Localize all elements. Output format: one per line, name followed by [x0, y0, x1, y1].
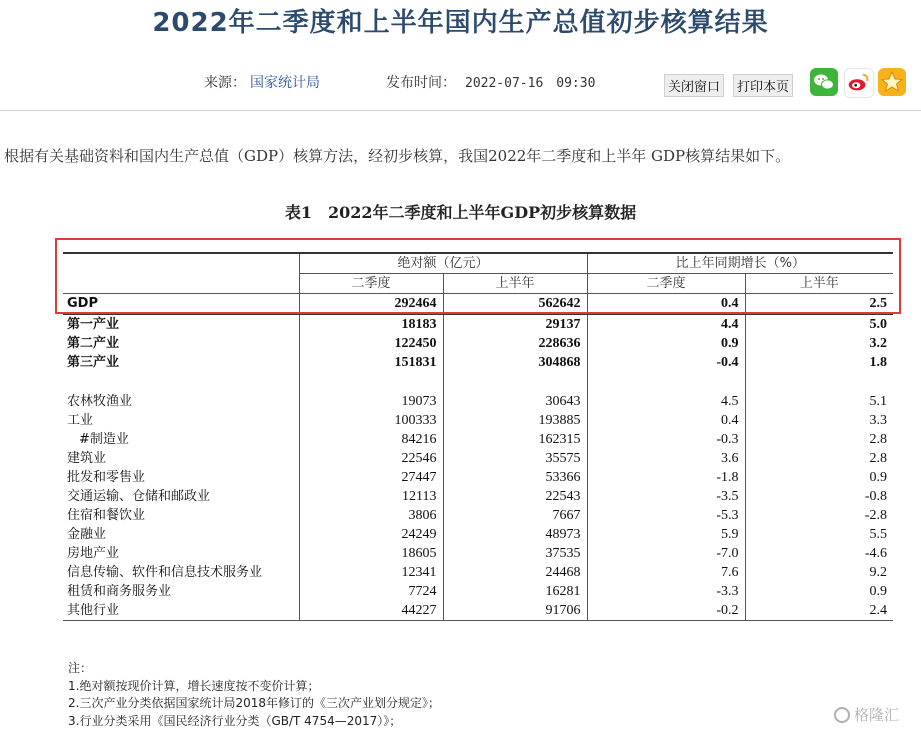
row-label: 第三产业 — [67, 355, 120, 370]
cell-q2: 27447 — [299, 468, 443, 487]
row-label: GDP — [63, 294, 299, 315]
qzone-icon[interactable] — [878, 68, 906, 96]
note-item: 2.三次产业分类依据国家统计局2018年修订的《三次产业划分规定》； — [68, 696, 440, 710]
cell-h1: 193885 — [443, 411, 587, 430]
cell-h1-growth: -2.8 — [745, 506, 893, 525]
table-row — [63, 314, 893, 334]
cell-h1: 228636 — [443, 334, 587, 353]
cell-h1: 16281 — [443, 582, 587, 601]
close-window-button[interactable]: 关闭窗口 — [664, 74, 724, 97]
table-row — [63, 563, 893, 582]
cell-q2-growth: 0.9 — [587, 334, 745, 353]
cell-h1-growth: 0.9 — [745, 468, 893, 487]
page-title: 2022年二季度和上半年国内生产总值初步核算结果 — [152, 8, 769, 38]
source-label: 来源： — [204, 75, 246, 91]
table-row — [63, 487, 893, 506]
table-row — [63, 506, 893, 525]
header-h1: 上半年 — [443, 274, 587, 294]
cell-h1: 562642 — [443, 294, 587, 315]
watermark — [834, 704, 899, 725]
table-row — [63, 411, 893, 430]
cell-h1: 53366 — [443, 468, 587, 487]
cell-h1-growth: 2.8 — [745, 430, 893, 449]
cell-q2-growth: -1.8 — [587, 468, 745, 487]
cell-h1-growth: 2.5 — [745, 294, 893, 315]
cell-h1-growth: 3.3 — [745, 411, 893, 430]
cell-q2: 22546 — [299, 449, 443, 468]
cell-h1: 29137 — [443, 314, 587, 334]
cell-q2-growth: 0.4 — [587, 294, 745, 315]
cell-h1-growth: 5.5 — [745, 525, 893, 544]
note-item: 1.绝对额按现价计算，增长速度按不变价计算； — [68, 678, 320, 693]
cell-q2: 122450 — [299, 334, 443, 353]
table-row — [63, 392, 893, 411]
cell-h1-growth: 0.9 — [745, 582, 893, 601]
row-label: 信息传输、软件和信息技术服务业 — [67, 565, 263, 580]
note-item: 3.行业分类采用《国民经济行业分类（GB/T 4754—2017）》； — [68, 713, 402, 728]
cell-h1-growth: 9.2 — [745, 563, 893, 582]
row-label: 房地产业 — [67, 546, 120, 561]
cell-h1-growth: 1.8 — [745, 353, 893, 372]
row-label: 租赁和商务服务业 — [67, 584, 172, 599]
row-label: 住宿和餐饮业 — [67, 508, 146, 523]
cell-h1-growth: 3.2 — [745, 334, 893, 353]
header-q2-growth: 二季度 — [587, 274, 745, 294]
cell-h1: 48973 — [443, 525, 587, 544]
row-label: 第二产业 — [67, 336, 120, 351]
cell-h1-growth: 2.4 — [745, 601, 893, 621]
header-q2: 二季度 — [299, 274, 443, 294]
row-label: 金融业 — [67, 527, 107, 542]
table-row — [63, 334, 893, 353]
cell-q2: 151831 — [299, 353, 443, 372]
table-caption: 表1 2022年二季度和上半年GDP初步核算数据 — [284, 203, 637, 222]
row-label: 其他行业 — [63, 601, 299, 621]
cell-q2: 19073 — [299, 392, 443, 411]
wechat-icon[interactable] — [810, 68, 838, 96]
table-row — [63, 353, 893, 372]
cell-q2: 7724 — [299, 582, 443, 601]
row-label: 工业 — [67, 413, 94, 428]
cell-q2: 12113 — [299, 487, 443, 506]
cell-h1: 30643 — [443, 392, 587, 411]
cell-q2: 3806 — [299, 506, 443, 525]
table-row — [63, 468, 893, 487]
cell-h1-growth: 5.0 — [745, 314, 893, 334]
cell-q2-growth: -0.3 — [587, 430, 745, 449]
row-label: #制造业 — [79, 432, 129, 447]
publish-time-label: 发布时间： — [386, 75, 456, 91]
cell-q2-growth: -5.3 — [587, 506, 745, 525]
table-notes — [68, 660, 440, 730]
cell-q2-growth: 4.5 — [587, 392, 745, 411]
cell-q2-growth: -3.3 — [587, 582, 745, 601]
cell-q2-growth: 5.9 — [587, 525, 745, 544]
notes-heading: 注： — [68, 661, 93, 675]
cell-h1-growth: 5.1 — [745, 392, 893, 411]
cell-q2: 24249 — [299, 525, 443, 544]
table-row — [63, 582, 893, 601]
cell-h1: 24468 — [443, 563, 587, 582]
weibo-icon[interactable] — [844, 68, 874, 98]
table-row — [63, 449, 893, 468]
cell-q2: 44227 — [299, 601, 443, 621]
cell-q2-growth: -0.2 — [587, 601, 745, 621]
cell-q2: 18183 — [299, 314, 443, 334]
cell-h1-growth: 2.8 — [745, 449, 893, 468]
cell-h1-growth: -0.8 — [745, 487, 893, 506]
table-row — [63, 525, 893, 544]
cell-h1: 22543 — [443, 487, 587, 506]
header-divider — [0, 110, 921, 111]
intro-paragraph: 根据有关基础资料和国内生产总值（GDP）核算方法，经初步核算，我国2022年二季度和上半年 GDP核算结果如下。 — [4, 147, 791, 165]
row-label: 批发和零售业 — [67, 470, 146, 485]
print-page-button[interactable]: 打印本页 — [733, 74, 793, 97]
cell-h1: 37535 — [443, 544, 587, 563]
watermark-text: 格隆汇 — [853, 706, 899, 724]
cell-q2-growth: 3.6 — [587, 449, 745, 468]
cell-q2-growth: 0.4 — [587, 411, 745, 430]
table-row — [63, 544, 893, 563]
source-link[interactable]: 国家统计局 — [250, 75, 320, 91]
cell-h1-growth: -4.6 — [745, 544, 893, 563]
cell-q2: 18605 — [299, 544, 443, 563]
cell-q2: 100333 — [299, 411, 443, 430]
article-meta — [0, 72, 921, 96]
table-row — [63, 430, 893, 449]
watermark-logo-icon — [834, 707, 850, 723]
cell-h1: 35575 — [443, 449, 587, 468]
cell-h1: 162315 — [443, 430, 587, 449]
cell-q2-growth: -0.4 — [587, 353, 745, 372]
cell-q2-growth: -3.5 — [587, 487, 745, 506]
cell-q2: 12341 — [299, 563, 443, 582]
row-label: 第一产业 — [67, 317, 120, 332]
cell-q2-growth: 4.4 — [587, 314, 745, 334]
cell-q2: 84216 — [299, 430, 443, 449]
cell-h1: 91706 — [443, 601, 587, 621]
header-growth-rate: 比上年同期增长（%） — [587, 253, 893, 274]
row-label: 建筑业 — [67, 451, 107, 466]
cell-q2-growth: 7.6 — [587, 563, 745, 582]
row-label: 交通运输、仓储和邮政业 — [67, 489, 211, 504]
table-spacer-row — [63, 372, 893, 392]
row-label: 农林牧渔业 — [67, 394, 133, 409]
highlight-box — [55, 238, 901, 314]
table-row — [63, 601, 893, 621]
header-absolute-value: 绝对额（亿元） — [299, 253, 587, 274]
cell-h1: 304868 — [443, 353, 587, 372]
cell-h1: 7667 — [443, 506, 587, 525]
cell-q2: 292464 — [299, 294, 443, 315]
cell-q2-growth: -7.0 — [587, 544, 745, 563]
header-h1-growth: 上半年 — [745, 274, 893, 294]
publish-time-value: 2022-07-16 09:30 — [465, 76, 596, 91]
